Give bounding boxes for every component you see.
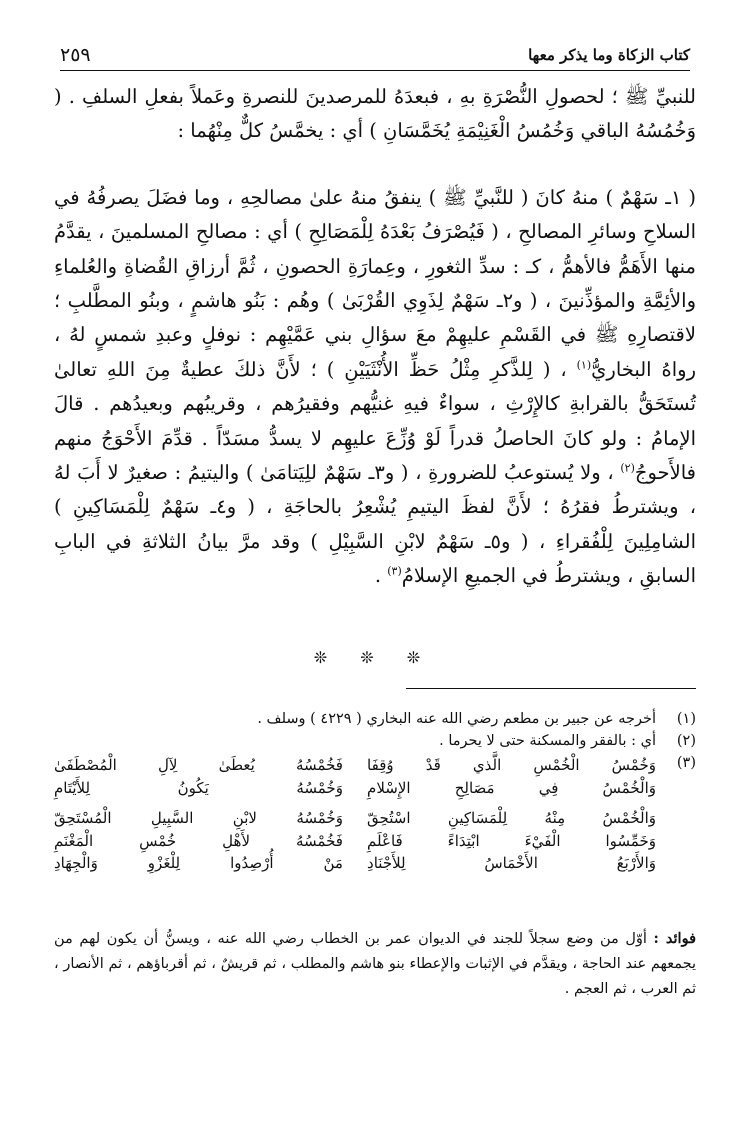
paragraph-2 xyxy=(54,181,696,594)
poem xyxy=(54,754,656,883)
verse-line xyxy=(54,754,656,777)
verse-line xyxy=(54,830,656,853)
footnote-number: (٣) xyxy=(676,755,696,771)
verse-first-hemistich: وَالْخُمْسُ فِي مَصَالِحِ الإِسْلامِ xyxy=(367,778,656,797)
footnote-rule xyxy=(406,688,696,689)
verse-second-hemistich: فَخُمْسُهُ لأَهْلِ خُمْسِ الْمَغْنَمِ xyxy=(54,831,343,850)
footnote-text: أي : بالفقر والمسكنة حتى لا يحرما . xyxy=(439,733,656,749)
benefits-note xyxy=(54,926,696,1002)
verse-group xyxy=(54,754,656,799)
verse-second-hemistich: وَخُمْسُهُ يَكُونُ لِلأَيْتَامِ xyxy=(54,778,343,797)
footnote-3 xyxy=(54,752,696,883)
verse-second-hemistich: وَخُمْسُهُ لابْنِ السَّبِيلِ الْمُسْتَحِقّ xyxy=(54,809,343,827)
verse-line xyxy=(54,807,656,830)
verse-first-hemistich: وَخَمِّسُوا الْفَيْءَ ابْتِدَاءً فَاعْلَمِ xyxy=(367,831,656,850)
paragraph-2-part-c: ، ولا يُستوعبُ للضرورةِ ، ( و٣ـ سَهْمٌ للِيَتامَىٰ ) واليتيمُ : صغيرٌ لا أَبَ لهُ ، ويشترطُ فقرُهُ ؛ لأَنَّ لفظَ اليتيمِ يُشْعِرُ بالحاجَةِ ، ( و٤ـ سَهْمٌ لِلْمَسَاكِينِ ) الشامِلِينَ لِلْفُقراءِ ، ( و٥ـ سَهْمٌ لابْنِ السَّبِيْلِ ) وقد مرَّ بيانُ الثلاثةِ في البابِ السابقِ ، ويشترطُ في الجميعِ الإسلامُ xyxy=(54,461,696,588)
footnotes xyxy=(54,708,696,883)
verse-first-hemistich: وَخُمْسُ الْخُمْسِ الَّذي قَدْ وُقِفَا xyxy=(367,756,656,774)
verse-line xyxy=(54,777,656,800)
paragraph-2-part-b: ، ( لِلذَّكرِ مِثْلُ حَظِّ الأُنْثَيَيْنِ ) ؛ لأَنَّ ذلكَ عطيةٌ مِنَ اللهِ تعالىٰ تُستَحَقُّ بالقرابةِ كالإِرْثِ ، سواءٌ فيهِ غنيُّهم وفقيرُهم ، وقريبُهم وبعيدُهم . قالَ الإمامُ : ولو كانَ الحاصلُ قدراً لَوْ وُزِّعَ عليهِم لا يسدُّ مسَدّاً . قدِّمَ الأَحْوَجُ منهم فالأَحوجُ xyxy=(54,357,696,485)
footnote-1 xyxy=(54,708,696,730)
main-text xyxy=(54,80,696,594)
footnote-number: (١) xyxy=(676,711,696,727)
footnote-ref-1[interactable]: (١) xyxy=(576,358,592,372)
page-number: ٢٥٩ xyxy=(60,44,91,66)
footnote-ref-3[interactable]: (٣) xyxy=(387,564,402,578)
paragraph-1: للنبيِّ ﷺ ؛ لحصولِ النُّصْرَةِ بهِ ، فبعدَهُ للمرصدينَ للنصرةِ وعَملاً بفعلِ السلفِ . ( وَخُمُسُهُ الباقي وَخُمُسُ الْغَنِيْمَةِ يُخَمَّسَانِ ) أي : يخمَّسُ كلٌّ مِنْهُما : xyxy=(54,85,696,143)
verse-first-hemistich: وَالأَرْبَعُ الأَخْمَاسُ لِلأَجْنَادِ xyxy=(367,854,656,872)
footnote-ref-2[interactable]: (٢) xyxy=(620,461,635,475)
footnote-text: أخرجه عن جبير بن مطعم رضي الله عنه البخاري ( ٤٢٢٩ ) وسلف . xyxy=(257,711,656,727)
verse-line xyxy=(54,852,656,875)
verse-first-hemistich: وَالْخُمْسُ مِنْهُ لِلْمَسَاكِينِ اسْتُحِقّ xyxy=(367,809,656,827)
verse-second-hemistich: فَخُمْسُهُ يُعطَىٰ لِآلِ الْمُصْطَفَىٰ xyxy=(54,756,343,774)
verse-second-hemistich: مَنْ أُرْصِدُوا لِلْغَزْوِ وَالْجِهَادِ xyxy=(54,854,343,872)
footnote-number: (٢) xyxy=(676,733,696,749)
verse-group xyxy=(54,807,656,875)
section-separator: ❊ ❊ ❊ xyxy=(313,648,435,667)
paragraph-2-end: . xyxy=(374,564,382,588)
running-header xyxy=(60,40,690,71)
paragraph-2-part-a: ( ١ـ سَهْمٌ ) منهُ كانَ ( للنَّبيِّ ﷺ ) ينفقُ منهُ علىٰ مصالحِهِ ، وما فضَلَ يصرفُهُ في السلاحِ وسائرِ المصالحِ ، ( فَيُصْرَفُ بَعْدَهُ لِلْمَصَالِحِ ) أي : مصالحِ المسلمينَ ، يقدَّمُ منها الأَهَمُّ فالأهمُّ ، كـ : سدِّ الثغورِ ، وعِمارَةِ الحصونِ ، ثُمَّ أرزاقِ القُضاةِ والعُلماءِ والأئِمَّةِ والمؤذِّنينَ ، ( و٢ـ سَهْمٌ لِذَوِي القُرْبَىٰ ) وهُم : بَنُو هاشمٍ ، وبنُو المطَّلبِ ؛ لاقتصارِهِ ﷺ في القَسْمِ عليهِمْ معَ سؤالِ بني عَمَّيْهِم : نوفلٍ وعبدِ شمسٍ لهُ ، رواهُ البخاريُّ xyxy=(54,185,697,381)
benefits-label: فوائد : xyxy=(653,930,697,947)
footnote-2 xyxy=(54,730,696,752)
chapter-title: كتاب الزكاة وما يذكر معها xyxy=(528,46,690,64)
benefits-text: أوّل من وضع سجلاً للجند في الديوان عمر بن الخطاب رضي الله عنه ، ويسنُّ أن يكون لهم من يجمعهم عند الحاجة ، ويقدَّم في الإثبات والإعطاء بنو هاشم والمطلب ، ثم قريشٌ ، ثم أقرباؤهم ، ثم الأنصار ، ثم العرب ، ثم العجم . xyxy=(54,931,696,997)
